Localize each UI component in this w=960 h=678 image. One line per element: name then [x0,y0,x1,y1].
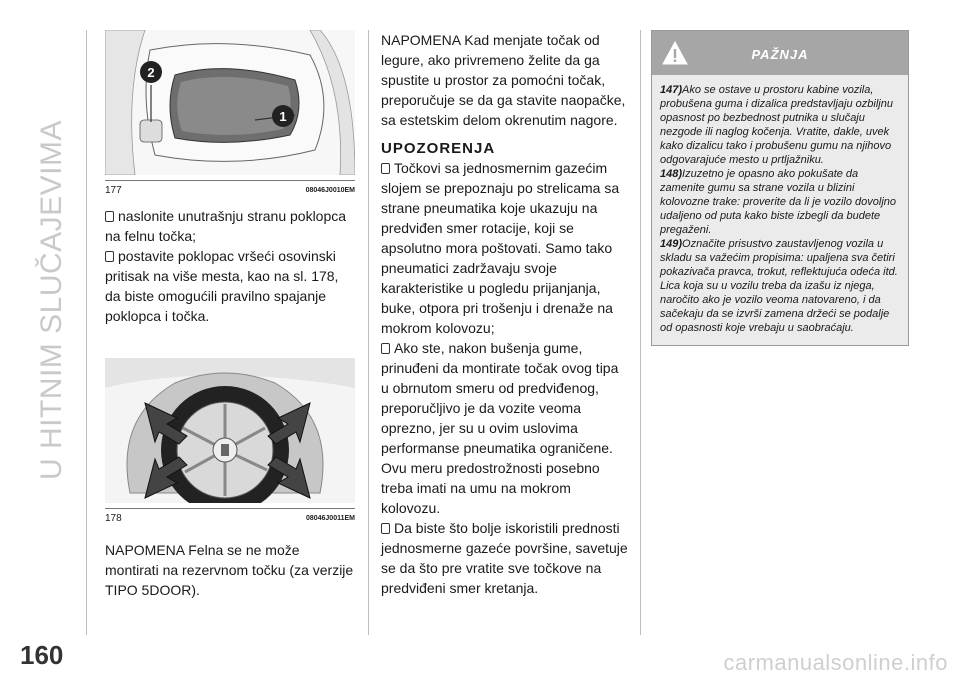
figure-177-caption [105,180,355,196]
figure-178-caption [105,508,355,524]
checkbox-bullet-icon [381,163,390,174]
note-paragraph: NAPOMENA Kad menjate točak od legure, ako privremeno želite da ga spustite u prostor za pomoćni točak, preporučuje se da ga stavite naopačke, sa estetskim delom okrenutim nagore. [381,32,626,128]
list-item: postavite poklopac vršeći osovinski pritisak na više mesta, kao na sl. 178, da biste omogućili pravilno spajanje poklopca i točka. [105,248,339,324]
callout-2: 2 [147,65,155,80]
warning-header [652,31,908,75]
warning-title: PAŽNJA [751,47,809,62]
callout-1: 1 [279,109,287,124]
list-item: Ako ste, nakon bušenja gume, prinuđeni da montirate točak ovog tipa u obrnutom smeru od predviđenog, preporučljivo je da vozite veoma oprezno, jer su u ovim uslovima performanse pneumatika ograničene. Ovu meru predostrožnosti posebno treba imati na umu na mokrom kolovozu. [381,340,619,516]
figure-178 [105,358,355,524]
page-number: 160 [20,640,64,670]
list-item: Da biste što bolje iskoristili prednosti jednosmerne gazeće površine, savetuje se da što pre vratite sve točkove na predviđeni smer kretanja. [381,520,628,596]
column-middle [368,30,628,635]
figure-code: 08046J0010EM [305,187,355,194]
warning-item: 148)Izuzetno je opasno ako pokušate da zamenite gumu sa strane vozila u blizini kolovozne trake: proverite da li je vozilo dovoljno udaljeno od puta kako biste izbegli da budete pregaženi. [660,168,897,236]
figure-number: 177 [105,185,122,196]
note-paragraph: NAPOMENA Felna se ne može montirati na rezervnom točku (za verzije TIPO 5DOOR). [105,542,354,598]
checkbox-bullet-icon [105,251,114,262]
wheel-cover-illustration [105,358,355,503]
section-heading: UPOZORENJA [381,140,496,157]
warning-body [652,75,908,345]
warning-item: 147)Ako se ostave u prostoru kabine vozila, probušena guma i dizalica predstavljaju ozbiljnu opasnost po bezbednost putnika u slučaju nezgode ili naglog kočenja. Vratite, dakle, uvek kako dizalicu tako i probušenu gumu na njihovo odgovarajuće mesto u prtljažniku. [660,84,893,166]
column-right [640,30,910,635]
figure-number: 178 [105,513,122,524]
column-left [105,30,355,635]
spare-wheel-well-illustration [105,30,355,175]
warning-box [651,30,909,346]
figure-177 [105,30,355,196]
warning-item: 149)Označite prisustvo zaustavljenog vozila u skladu sa važećim propisima: upaljena sva četiri pokazivača pravca, trokut, reflektujuća odeća itd. Lica koja su u vozilu treba da izašu iz njega, naročito ako je vozilo veoma natovareno, i da sačekaju da se izvrši zamena držeći se podalje od opasnosti koje vrebaju u saobraćaju. [660,238,898,334]
margin-divider [86,30,87,635]
figure-code: 08046J0011EM [305,515,355,522]
watermark: carmanualsonline.info [723,650,948,675]
checkbox-bullet-icon [381,523,390,534]
section-side-title: U HITNIM SLUČAJEVIMA [35,119,68,481]
checkbox-bullet-icon [105,211,114,222]
checkbox-bullet-icon [381,343,390,354]
list-item: naslonite unutrašnju stranu poklopca na felnu točka; [105,208,347,244]
list-item: Točkovi sa jednosmernim gazećim slojem se prepoznaju po strelicama sa strane pneumatika koje ukazuju na predviđen smer rotacije, koji se apsolutno mora poštovati. Samo tako pneumatici zadržavaju svoje karakteristike u pogledu prijanjanja, buke, otpora pri trošenju i drenaže na mokrom kolovozu; [381,160,620,336]
